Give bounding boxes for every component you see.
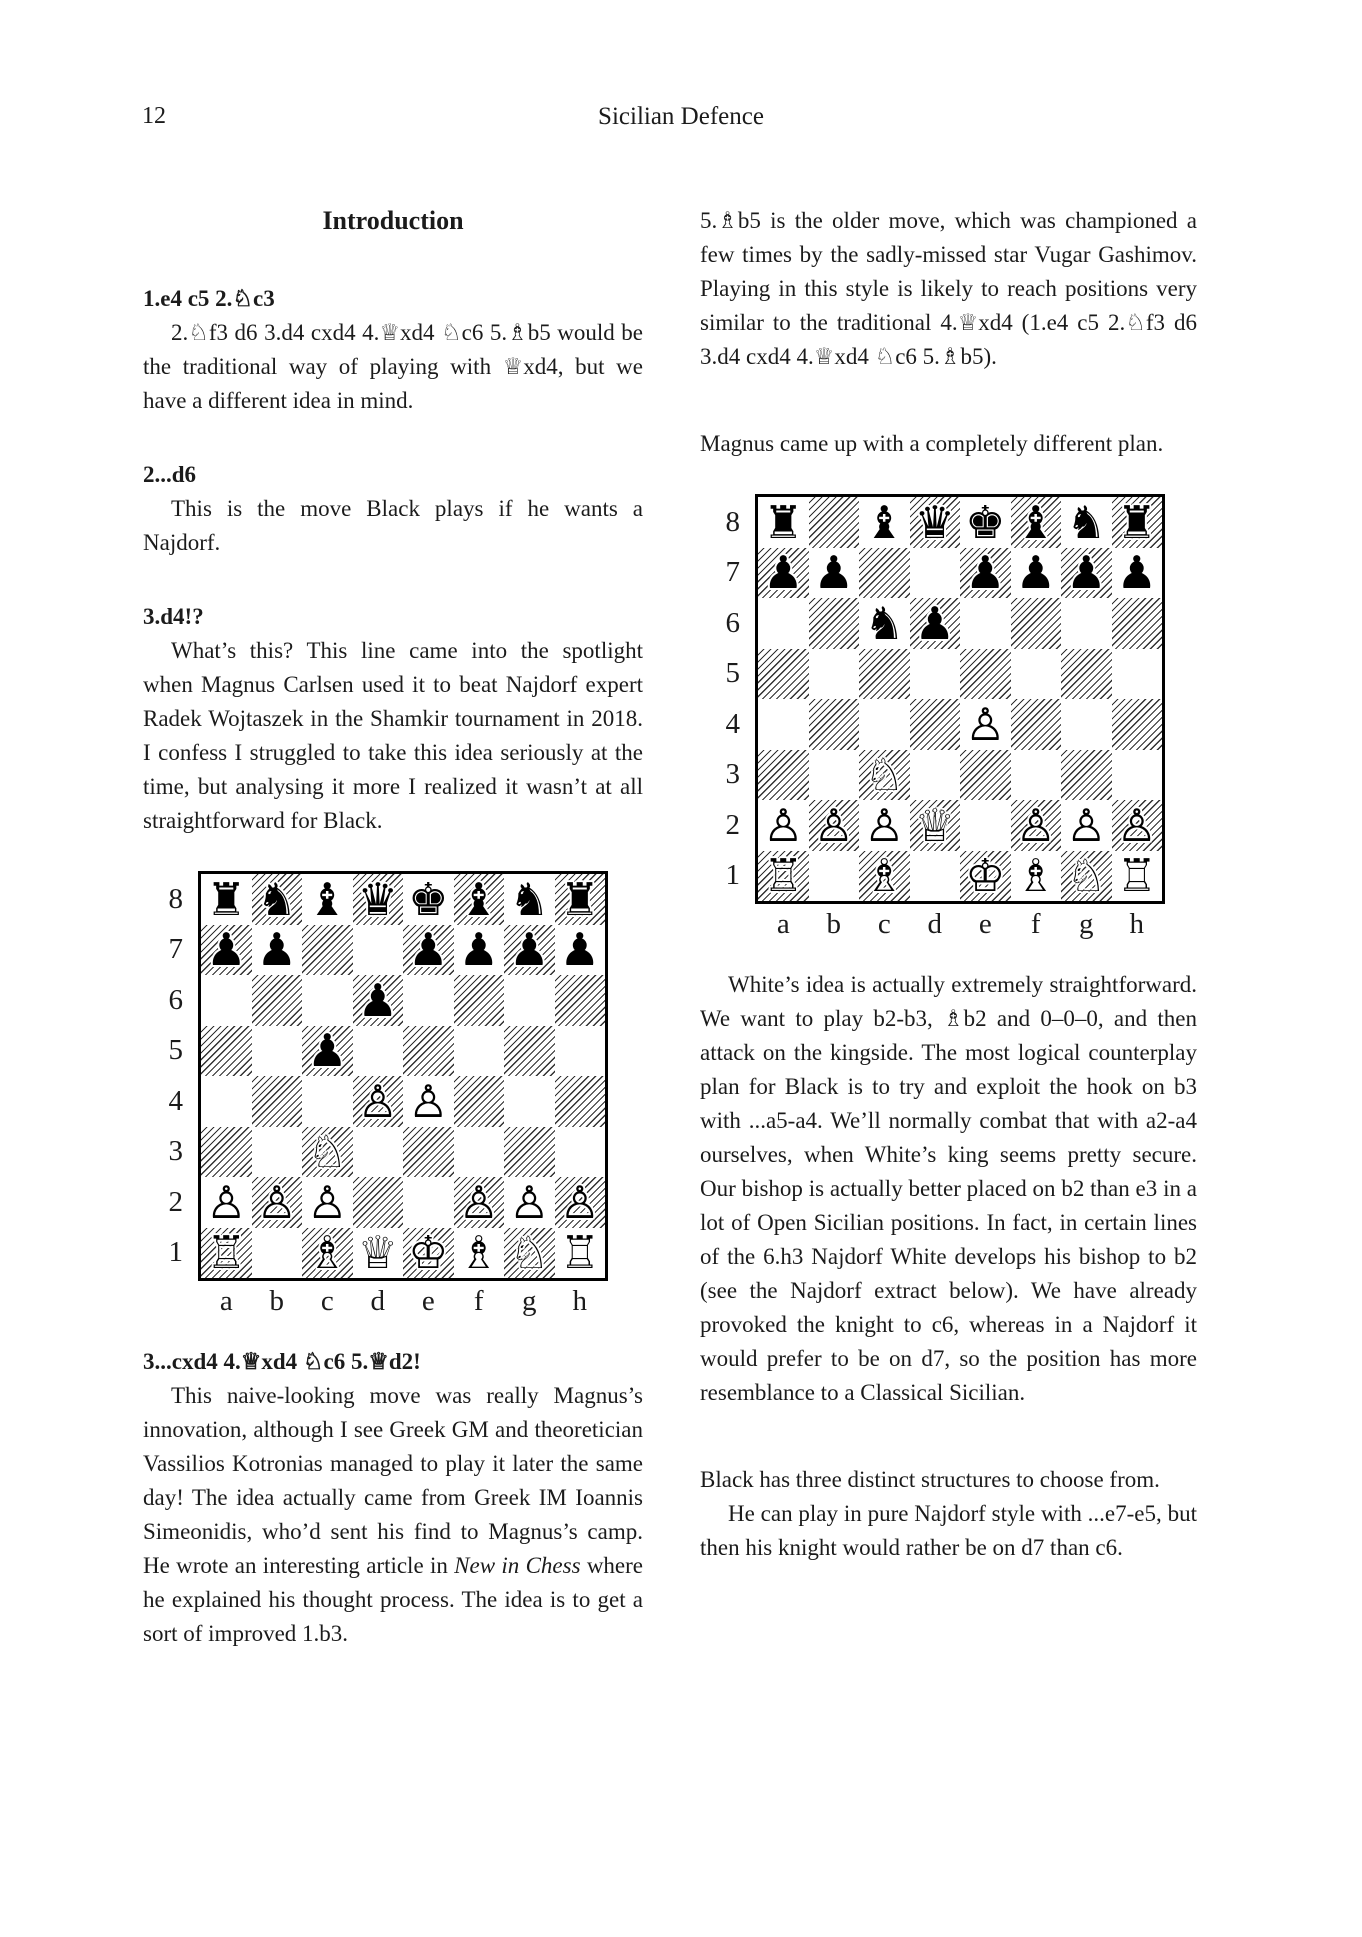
white-pawn-icon: ♙ — [307, 1177, 348, 1228]
move-line: 3.d4!? — [143, 604, 204, 629]
board-square-b1 — [252, 1228, 303, 1279]
white-pawn-icon: ♙ — [509, 1177, 550, 1228]
board-square-g1 — [1061, 851, 1112, 902]
board-square-e3 — [960, 750, 1011, 801]
file-label: g — [1079, 908, 1094, 940]
board-square-f8 — [454, 874, 505, 925]
board-square-e1 — [403, 1228, 454, 1279]
board-square-e8 — [960, 497, 1011, 548]
paragraph — [700, 427, 1197, 461]
paragraph — [700, 1463, 1197, 1497]
board-square-g1 — [504, 1228, 555, 1279]
board-square-g8 — [1061, 497, 1112, 548]
black-pawn-icon: ♟ — [256, 924, 297, 975]
board-square-c6 — [859, 598, 910, 649]
board-square-f5 — [454, 1026, 505, 1077]
board-square-a3 — [758, 750, 809, 801]
black-bishop-icon: ♝ — [1015, 497, 1056, 548]
black-king-icon: ♚ — [965, 497, 1006, 548]
black-knight-icon: ♞ — [509, 874, 550, 925]
text-segment: What’s this? This line came into the spotlight when Magnus Carlsen used it to beat Najdorf expert Radek Wojtaszek in the Shamkir tournament in 2018. I confess I struggled to take this idea seriously at the time, but analysing it more I realized it wasn’t at all straightforward for Black. — [143, 638, 643, 833]
paragraph — [700, 968, 1197, 1410]
file-label: h — [1129, 908, 1144, 940]
board-square-h7 — [555, 925, 606, 976]
board-square-g7 — [1061, 548, 1112, 599]
rank-label: 1 — [725, 859, 740, 892]
board-square-g3 — [1061, 750, 1112, 801]
section-title: Introduction — [322, 206, 464, 235]
board-square-d3 — [910, 750, 961, 801]
board-square-c7 — [859, 548, 910, 599]
black-pawn-icon: ♟ — [408, 924, 449, 975]
text-segment: This naive-looking move was really Magnus’s innovation, although I see Greek GM and theoretician Vassilios Kotronias managed to play it later the same day! The idea actually came from Greek IM Ioannis Simeonidis, who’d sent his find to Magnus’s camp. He wrote an interesting article in — [143, 1382, 643, 1578]
file-label: g — [522, 1285, 537, 1317]
board-square-e7 — [960, 548, 1011, 599]
board-square-g4 — [504, 1076, 555, 1127]
board-square-b1 — [809, 851, 860, 902]
rank-label: 4 — [168, 1084, 183, 1117]
white-pawn-icon: ♙ — [1015, 800, 1056, 851]
board-square-c5 — [859, 649, 910, 700]
text-segment: This is the move Black plays if he wants a Najdorf. — [143, 496, 643, 555]
board-square-f7 — [454, 925, 505, 976]
move-line: 2...d6 — [143, 462, 197, 487]
white-rook-icon: ♖ — [763, 850, 804, 901]
board-square-f5 — [1011, 649, 1062, 700]
board-square-d2 — [353, 1177, 404, 1228]
board-square-g7 — [504, 925, 555, 976]
board-square-b5 — [809, 649, 860, 700]
board-square-h4 — [1112, 699, 1163, 750]
file-label: d — [927, 908, 942, 940]
file-labels — [755, 907, 1165, 942]
board-square-c1 — [859, 851, 910, 902]
white-pawn-icon: ♙ — [408, 1076, 449, 1127]
black-queen-icon: ♛ — [914, 497, 955, 548]
black-pawn-icon: ♟ — [965, 547, 1006, 598]
board-square-h7 — [1112, 548, 1163, 599]
white-knight-icon: ♘ — [864, 749, 905, 800]
board-square-f1 — [454, 1228, 505, 1279]
board-square-e4 — [960, 699, 1011, 750]
black-rook-icon: ♜ — [1116, 497, 1157, 548]
rank-label: 5 — [725, 657, 740, 690]
board-square-f2 — [1011, 800, 1062, 851]
board-square-b6 — [252, 975, 303, 1026]
white-pawn-icon: ♙ — [206, 1177, 247, 1228]
text-segment: where he explained his thought process. The idea is to get a sort of improved 1.b3. — [143, 1552, 644, 1646]
board-square-c2 — [302, 1177, 353, 1228]
black-pawn-icon: ♟ — [357, 975, 398, 1026]
board-square-a2 — [201, 1177, 252, 1228]
board-square-a3 — [201, 1127, 252, 1178]
file-label: a — [219, 1285, 233, 1317]
rank-label: 7 — [725, 556, 740, 589]
board-square-c7 — [302, 925, 353, 976]
board-square-b3 — [252, 1127, 303, 1178]
white-pawn-icon: ♙ — [864, 800, 905, 851]
board-square-b8 — [809, 497, 860, 548]
move-line: 1.e4 c5 2.♘c3 — [143, 286, 275, 311]
board-square-e2 — [960, 800, 1011, 851]
rank-label: 5 — [168, 1034, 183, 1067]
board-square-a2 — [758, 800, 809, 851]
text-segment: 2.♘f3 d6 3.d4 cxd4 4.♕xd4 ♘c6 5.♗b5 would be the traditional way of playing with ♕xd4, but we have a different idea in mind. — [143, 320, 643, 413]
white-queen-icon: ♕ — [357, 1227, 398, 1278]
board-square-a7 — [758, 548, 809, 599]
white-bishop-icon: ♗ — [307, 1227, 348, 1278]
white-pawn-icon: ♙ — [458, 1177, 499, 1228]
board-square-h1 — [1112, 851, 1163, 902]
board-square-d5 — [353, 1026, 404, 1077]
rank-label: 4 — [725, 707, 740, 740]
board-square-h4 — [555, 1076, 606, 1127]
rank-label: 1 — [168, 1236, 183, 1269]
board-square-d4 — [910, 699, 961, 750]
black-pawn-icon: ♟ — [509, 924, 550, 975]
black-knight-icon: ♞ — [1066, 497, 1107, 548]
paragraph — [143, 316, 643, 418]
running-header: Sicilian Defence — [598, 103, 764, 130]
board-square-e8 — [403, 874, 454, 925]
text-segment: He can play in pure Najdorf style with ...e7-e5, but then his knight would rather be on d7 than c6. — [700, 1500, 1197, 1560]
rank-label: 2 — [725, 808, 740, 841]
board-square-a7 — [201, 925, 252, 976]
board-square-g8 — [504, 874, 555, 925]
board-square-d5 — [910, 649, 961, 700]
board-square-c2 — [859, 800, 910, 851]
black-bishop-icon: ♝ — [458, 874, 499, 925]
board-square-g2 — [1061, 800, 1112, 851]
board-square-c4 — [859, 699, 910, 750]
text-segment: Black has three distinct structures to choose from. — [700, 1466, 1160, 1492]
board-square-g3 — [504, 1127, 555, 1178]
white-rook-icon: ♖ — [1116, 850, 1157, 901]
board-square-b4 — [809, 699, 860, 750]
file-label: f — [473, 1285, 484, 1317]
black-pawn-icon: ♟ — [458, 924, 499, 975]
board-square-e6 — [403, 975, 454, 1026]
file-label: e — [978, 908, 992, 940]
board-square-h2 — [555, 1177, 606, 1228]
board-square-f6 — [1011, 598, 1062, 649]
board-square-c3 — [859, 750, 910, 801]
italic-text: New in Chess — [454, 1552, 581, 1578]
board-square-h1 — [555, 1228, 606, 1279]
rank-labels — [156, 871, 198, 1281]
black-pawn-icon: ♟ — [307, 1025, 348, 1076]
rank-label: 7 — [168, 933, 183, 966]
text-segment: Magnus came up with a completely different plan. — [700, 431, 1164, 456]
board-square-f3 — [1011, 750, 1062, 801]
board-square-e4 — [403, 1076, 454, 1127]
board-square-e2 — [403, 1177, 454, 1228]
file-label: f — [1030, 908, 1041, 940]
white-knight-icon: ♘ — [307, 1126, 348, 1177]
paragraph — [143, 492, 643, 560]
white-pawn-icon: ♙ — [1116, 800, 1157, 851]
white-pawn-icon: ♙ — [559, 1177, 600, 1228]
black-queen-icon: ♛ — [357, 874, 398, 925]
text-segment: 5.♗b5 is the older move, which was championed a few times by the sadly-missed star Vugar Gashimov. Playing in this style is likely to reach positions very similar to the traditional 4.♕xd4 (1.e4 c5 2.♘f3 d6 3.d4 cxd4 4.♕xd4 ♘c6 5.♗b5). — [700, 208, 1197, 369]
board-square-d2 — [910, 800, 961, 851]
board-square-b4 — [252, 1076, 303, 1127]
board-square-f4 — [1011, 699, 1062, 750]
board-square-h6 — [555, 975, 606, 1026]
chess-board — [755, 494, 1165, 904]
move-line: 3...cxd4 4.♕xd4 ♘c6 5.♕d2! — [143, 1348, 421, 1374]
board-square-a1 — [758, 851, 809, 902]
board-square-b6 — [809, 598, 860, 649]
black-pawn-icon: ♟ — [763, 547, 804, 598]
board-square-a5 — [201, 1026, 252, 1077]
board-square-c5 — [302, 1026, 353, 1077]
white-king-icon: ♔ — [965, 850, 1006, 901]
chess-diagram — [156, 871, 643, 1319]
black-rook-icon: ♜ — [206, 874, 247, 925]
white-bishop-icon: ♗ — [458, 1227, 499, 1278]
board-square-f6 — [454, 975, 505, 1026]
board-square-f3 — [454, 1127, 505, 1178]
text-segment: White’s idea is actually extremely straightforward. We want to play b2-b3, ♗b2 and 0–0–0, and then attack on the kingside. The most logical counterplay plan for Black is to try and exploit the hook on b3 with ...a5-a4. We’ll normally combat that with a2-a4 ourselves, when White’s king seems pretty secure. Our bishop is actually better placed on b2 than e3 in a lot of Open Sicilian positions. In fact, in certain lines of the 6.h3 Najdorf White develops his bishop to b2 (see the Najdorf extract below). We have already provoked the knight to c6, whereas in a Najdorf it would prefer to be on d7, so the position has more resemblance to a Classical Sicilian. — [700, 971, 1197, 1405]
black-pawn-icon: ♟ — [206, 924, 247, 975]
board-square-d7 — [353, 925, 404, 976]
board-square-d6 — [353, 975, 404, 1026]
board-square-e7 — [403, 925, 454, 976]
board-square-e6 — [960, 598, 1011, 649]
board-square-h6 — [1112, 598, 1163, 649]
board-square-c3 — [302, 1127, 353, 1178]
black-bishop-icon: ♝ — [864, 497, 905, 548]
page-number: 12 — [142, 103, 166, 129]
black-rook-icon: ♜ — [763, 497, 804, 548]
file-label: e — [421, 1285, 435, 1317]
file-label: d — [370, 1285, 385, 1317]
paragraph — [143, 1379, 643, 1651]
board-square-b2 — [252, 1177, 303, 1228]
board-square-a8 — [201, 874, 252, 925]
file-label: a — [776, 908, 790, 940]
chess-diagram — [713, 494, 1197, 942]
white-pawn-icon: ♙ — [256, 1177, 297, 1228]
rank-label: 6 — [168, 983, 183, 1016]
board-square-b8 — [252, 874, 303, 925]
board-square-h8 — [555, 874, 606, 925]
white-knight-icon: ♘ — [1066, 850, 1107, 901]
black-rook-icon: ♜ — [559, 874, 600, 925]
paragraph — [143, 634, 643, 838]
file-label: b — [269, 1285, 284, 1317]
board-square-d1 — [910, 851, 961, 902]
black-pawn-icon: ♟ — [1116, 547, 1157, 598]
board-square-a4 — [758, 699, 809, 750]
left-column — [143, 204, 643, 1651]
board-square-c6 — [302, 975, 353, 1026]
rank-label: 2 — [168, 1185, 183, 1218]
white-bishop-icon: ♗ — [1015, 850, 1056, 901]
rank-label: 6 — [725, 606, 740, 639]
rank-label: 8 — [168, 882, 183, 915]
white-pawn-icon: ♙ — [1066, 800, 1107, 851]
board-square-b2 — [809, 800, 860, 851]
board-square-f2 — [454, 1177, 505, 1228]
board-square-a6 — [201, 975, 252, 1026]
board-square-h3 — [1112, 750, 1163, 801]
white-knight-icon: ♘ — [509, 1227, 550, 1278]
white-pawn-icon: ♙ — [965, 699, 1006, 750]
rank-labels — [713, 494, 755, 904]
board-square-c4 — [302, 1076, 353, 1127]
board-square-d8 — [353, 874, 404, 925]
board-square-g6 — [1061, 598, 1112, 649]
white-king-icon: ♔ — [408, 1227, 449, 1278]
file-label: c — [320, 1285, 334, 1317]
rank-label: 3 — [725, 758, 740, 791]
black-king-icon: ♚ — [408, 874, 449, 925]
board-square-d8 — [910, 497, 961, 548]
black-knight-icon: ♞ — [864, 598, 905, 649]
white-pawn-icon: ♙ — [763, 800, 804, 851]
board-square-d6 — [910, 598, 961, 649]
board-square-c8 — [859, 497, 910, 548]
rank-label: 3 — [168, 1135, 183, 1168]
black-pawn-icon: ♟ — [1066, 547, 1107, 598]
white-bishop-icon: ♗ — [864, 850, 905, 901]
board-square-d3 — [353, 1127, 404, 1178]
board-square-g4 — [1061, 699, 1112, 750]
board-square-h8 — [1112, 497, 1163, 548]
board-square-e1 — [960, 851, 1011, 902]
white-rook-icon: ♖ — [559, 1227, 600, 1278]
board-square-d4 — [353, 1076, 404, 1127]
board-square-a4 — [201, 1076, 252, 1127]
white-pawn-icon: ♙ — [357, 1076, 398, 1127]
board-square-d7 — [910, 548, 961, 599]
black-pawn-icon: ♟ — [559, 924, 600, 975]
file-labels — [198, 1284, 608, 1319]
board-square-h5 — [555, 1026, 606, 1077]
chess-board — [198, 871, 608, 1281]
board-square-g5 — [1061, 649, 1112, 700]
board-square-e5 — [960, 649, 1011, 700]
board-square-h3 — [555, 1127, 606, 1178]
black-knight-icon: ♞ — [256, 874, 297, 925]
board-square-e5 — [403, 1026, 454, 1077]
board-square-a1 — [201, 1228, 252, 1279]
black-pawn-icon: ♟ — [813, 547, 854, 598]
board-square-a8 — [758, 497, 809, 548]
board-square-f4 — [454, 1076, 505, 1127]
black-pawn-icon: ♟ — [914, 598, 955, 649]
file-label: b — [826, 908, 841, 940]
board-square-f7 — [1011, 548, 1062, 599]
board-square-b5 — [252, 1026, 303, 1077]
white-pawn-icon: ♙ — [813, 800, 854, 851]
board-square-g5 — [504, 1026, 555, 1077]
right-column — [700, 204, 1197, 1565]
board-square-c8 — [302, 874, 353, 925]
rank-label: 8 — [725, 505, 740, 538]
board-square-h2 — [1112, 800, 1163, 851]
paragraph — [700, 1497, 1197, 1565]
file-label: c — [877, 908, 891, 940]
board-square-f1 — [1011, 851, 1062, 902]
board-square-b3 — [809, 750, 860, 801]
board-square-f8 — [1011, 497, 1062, 548]
board-square-a5 — [758, 649, 809, 700]
paragraph — [700, 204, 1197, 374]
black-pawn-icon: ♟ — [1015, 547, 1056, 598]
board-square-b7 — [809, 548, 860, 599]
board-square-a6 — [758, 598, 809, 649]
board-square-g6 — [504, 975, 555, 1026]
board-square-e3 — [403, 1127, 454, 1178]
black-bishop-icon: ♝ — [307, 874, 348, 925]
board-square-h5 — [1112, 649, 1163, 700]
file-label: h — [572, 1285, 587, 1317]
board-square-b7 — [252, 925, 303, 976]
board-square-g2 — [504, 1177, 555, 1228]
board-square-c1 — [302, 1228, 353, 1279]
white-queen-icon: ♕ — [914, 800, 955, 851]
white-rook-icon: ♖ — [206, 1227, 247, 1278]
board-square-d1 — [353, 1228, 404, 1279]
